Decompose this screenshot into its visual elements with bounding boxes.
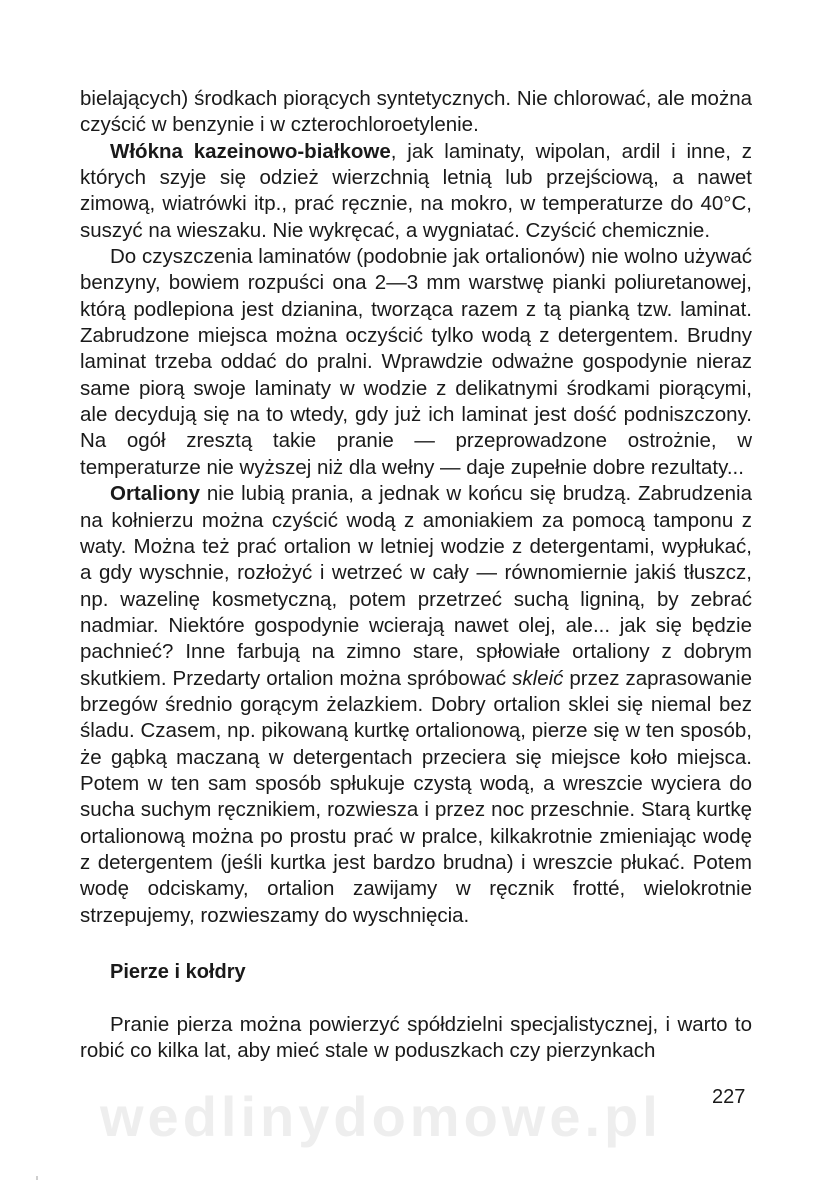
paragraph-1: bielających) środkach piorących syntetycznych. Nie chlorować, ale można czyścić w benzynie i w czterochloroetylenie. — [80, 87, 752, 137]
section-heading: Pierze i kołdry — [110, 961, 246, 983]
paragraph-2-text: , jak laminaty, wipolan, ardil i inne, z których szyje się odzież wierzchnią letnią lub przejściową, a nawet zimową, wiatrówki itp., prać ręcznie, na mokro, w temperaturze do 40°C, suszyć na wieszaku. Nie wykręcać, a wygniatać. Czyścić chemicznie. — [80, 139, 752, 242]
watermark: wedlinydomowe.pl — [100, 1085, 662, 1148]
emphasis-sklej: skleić — [512, 666, 564, 690]
paragraph-5: Pranie pierza można powierzyć spółdzielni specjalistycznej, i warto to robić co kilka lat, aby mieć stale w poduszkach czy pierzynkach — [80, 1013, 752, 1063]
paragraph-4 — [80, 481, 752, 929]
term-casein-fibres: Włókna kazeinowo-białkowe — [110, 139, 391, 163]
body-text — [80, 86, 752, 929]
paragraph-2 — [80, 139, 752, 244]
closing-text — [80, 1012, 752, 1065]
paragraph-3: Do czyszczenia laminatów (podobnie jak ortalionów) nie wolno używać benzyny, bowiem rozpuści ona 2—3 mm warstwę pianki poliuretanowej, którą podlepiona jest dzianina, tworząca razem z tą pianką tzw. laminat. Zabrudzone miejsca można oczyścić tylko wodą z detergentem. Brudny laminat trzeba oddać do pralni. Wprawdzie odważne gospodynie nieraz same piorą swoje laminaty w wodzie z delikatnymi środkami piorącymi, ale decydują się na to wtedy, gdy już ich laminat jest dość podniszczony. Na ogół zresztą takie pranie — przeprowadzone ostrożnie, w temperaturze nie wyższej niż dla wełny — daje zupełnie dobre rezultaty... — [80, 245, 752, 479]
term-ortaliony: Ortaliony — [110, 482, 200, 506]
paragraph-4-text-a: nie lubią prania, a jednak w końcu się brudzą. Zabrudzenia na kołnierzu można czyścić wodą z amoniakiem za pomocą tamponu z waty. Można też prać ortalion w letniej wodzie z detergentami, wypłukać, a gdy wyschnie, rozłożyć i wetrzeć w cały — równomiernie jakiś tłuszcz, np. wazelinę kosmetyczną, potem przetrzeć suchą ligniną, by zebrać nadmiar. Niektóre gospodynie wcierają nawet olej, ale... jak się będzie pachnieć? Inne farbują na zimno stare, spłowiałe ortaliony z dobrym skutkiem. Przedarty ortalion można spróbować — [80, 482, 752, 690]
page-number: 227 — [712, 1086, 746, 1108]
scan-speck — [36, 1176, 38, 1180]
paragraph-4-text-b: przez zaprasowanie brzegów średnio gorącym żelazkiem. Dobry ortalion sklei się niemal bez śladu. Czasem, np. pikowaną kurtkę ortalionową, pierze się w ten sposób, że gąbką maczaną w detergentach przeciera się miejsce koło miejsca. Potem w ten sam sposób spłukuje czystą wodą, a wreszcie wyciera do sucha suchym ręcznikiem, rozwiesza i przez noc przeschnie. Starą kurtkę ortalionową można po prostu prać w pralce, kilkakrotnie zmieniając wodę z detergentem (jeśli kurtka jest bardzo brudna) i wreszcie płukać. Potem wodę odciskamy, ortalion zawijamy w ręcznik frotté, wielokrotnie strzepujemy, rozwieszamy do wyschnięcia. — [80, 666, 753, 927]
